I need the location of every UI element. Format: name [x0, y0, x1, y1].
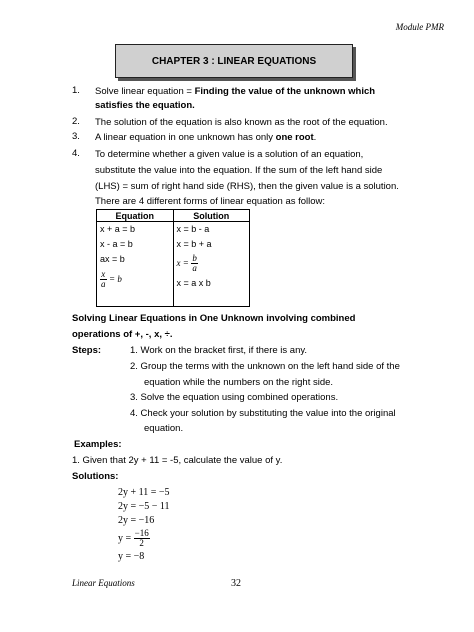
work-line-3: 2y = −16 [118, 515, 155, 526]
work-line-4: y = $\frac{-16}{2}$ [118, 528, 149, 548]
solution-fraction-row: x = $\frac{b}{a}$ [176, 253, 197, 273]
step-2: 2. Group the terms with the unknown on the left hand side of the [130, 361, 400, 372]
point-3-number: 3. [72, 131, 80, 142]
module-label: Module PMR [395, 22, 444, 32]
point-3-text: A linear equation in one unknown has only one root. [95, 132, 317, 143]
solution-row: x = b - a [176, 224, 210, 234]
solution-cell [173, 222, 250, 307]
work-line-1: 2y + 11 = −5 [118, 487, 170, 498]
section-heading-line-1: Solving Linear Equations in One Unknown involving combined [72, 313, 356, 324]
footer-title: Linear Equations [72, 578, 135, 588]
page-number: 32 [231, 578, 241, 589]
step-4-continued: equation. [144, 423, 184, 434]
point-4-number: 4. [72, 148, 80, 159]
point-2-number: 2. [72, 116, 80, 127]
examples-label: Examples: [74, 439, 122, 450]
steps-label: Steps: [72, 345, 102, 356]
solutions-label: Solutions: [72, 471, 119, 482]
work-line-2: 2y = −5 − 11 [118, 501, 170, 512]
equation-row: x + a = b [100, 224, 136, 234]
example-question-1: 1. Given that 2y + 11 = -5, calculate the value of y. [72, 455, 283, 466]
step-1: 1. Work on the bracket first, if there is any. [130, 345, 308, 356]
fraction: $\frac{-16}{2}$ [134, 528, 149, 548]
solution-row: x = b + a [176, 239, 212, 249]
equation-row: ax = b [100, 254, 125, 264]
point-4-line-2: substitute the value into the equation. If the sum of the left hand side [95, 165, 383, 176]
equation-row: x - a = b [100, 239, 133, 249]
work-line-5: y = −8 [118, 551, 145, 562]
table-header-equation: Equation [97, 210, 174, 222]
fraction: $\frac{b}{a}$ [192, 253, 197, 273]
point-1-line-1: Solve linear equation = Finding the value of the unknown which [95, 86, 376, 97]
table-header-solution: Solution [173, 210, 250, 222]
linear-forms-table [96, 209, 250, 307]
step-2-continued: equation while the numbers on the right side. [144, 377, 334, 388]
step-3: 3. Solve the equation using combined operations. [130, 392, 339, 403]
step-4: 4. Check your solution by substituting the value into the original [130, 408, 396, 419]
solution-row: x = a x b [176, 278, 211, 288]
section-heading-line-2: operations of +, -, x, ÷. [72, 329, 173, 340]
equation-fraction-row: $\frac{x}{a}$ = b [101, 269, 122, 289]
point-4-line-4: There are 4 different forms of linear equation as follow: [95, 196, 326, 207]
point-1-line-2: satisfies the equation. [95, 100, 195, 111]
point-4-line-1: To determine whether a given value is a solution of an equation, [95, 149, 364, 160]
chapter-title: CHAPTER 3 : LINEAR EQUATIONS [115, 44, 353, 78]
fraction: $\frac{x}{a}$ [101, 269, 106, 289]
point-2-text: The solution of the equation is also known as the root of the equation. [95, 117, 388, 128]
point-1-number: 1. [72, 85, 80, 96]
point-4-line-3: (LHS) = sum of right hand side (RHS), then the given value is a solution. [95, 181, 399, 192]
equation-cell [97, 222, 174, 307]
